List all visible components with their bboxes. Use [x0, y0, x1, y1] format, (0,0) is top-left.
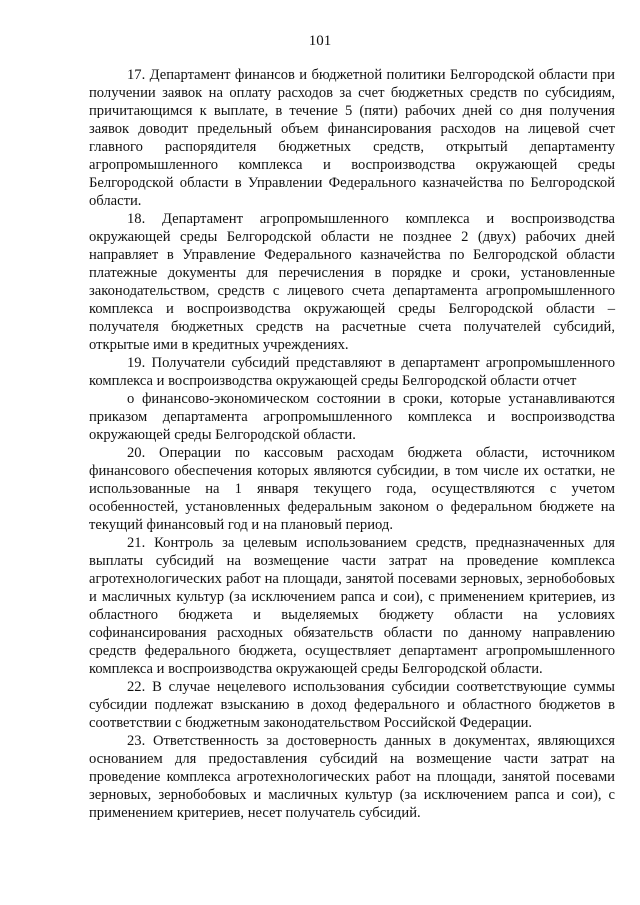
paragraph-20: 20. Операции по кассовым расходам бюджета области, источником финансового обеспечения которых являются субсидии, в том числе их остатки, не использованные на 1 января текущего года, осуществляются с учетом особенностей, установленных федеральным законом о федеральном бюджете на текущий финансовый год и на плановый период. [89, 445, 615, 533]
paragraph-17: 17. Департамент финансов и бюджетной политики Белгородской области при получении заявок на оплату расходов за счет бюджетных средств по субсидиям, причитающимся к выплате, в течение 5 (пяти) рабочих дней со дня получения заявок доводит предельный объем финансирования расходов на лицевой счет главного распорядителя бюджетных средств, открытый департаменту агропромышленного комплекса и воспроизводства окружающей среды Белгородской области в Управлении Федерального казначейства по Белгородской области. [89, 67, 615, 209]
paragraph-19-continuation: о финансово-экономическом состоянии в сроки, которые устанавливаются приказом департамента агропромышленного комплекса и воспроизводства окружающей среды Белгородской области. [89, 391, 615, 443]
paragraph-21: 21. Контроль за целевым использованием средств, предназначенных для выплаты субсидий на возмещение части затрат на проведение комплекса агротехнологических работ на площади, занятой посевами зерновых, зернобобовых и масличных культур (за исключением рапса и сои), с применением критериев, из областного бюджета и выделяемых бюджету области на условиях софинансирования расходных обязательств области по данному направлению средств федерального бюджета, осуществляет департамент агропромышленного комплекса и воспроизводства окружающей среды Белгородской области. [89, 535, 615, 677]
document-body [89, 66, 615, 822]
paragraph-23: 23. Ответственность за достоверность данных в документах, являющихся основанием для предоставления субсидий на возмещение части затрат на проведение комплекса агротехнологических работ на площади, занятой посевами зерновых, зернобобовых и масличных культур (за исключением рапса и сои), с применением критериев, несет получатель субсидий. [89, 733, 615, 821]
paragraph-18: 18. Департамент агропромышленного комплекса и воспроизводства окружающей среды Белгородской области не позднее 2 (двух) рабочих дней направляет в Управление Федерального казначейства по Белгородской области платежные документы для перечисления в порядке и сроки, установленные законодательством, средств с лицевого счета департамента агропромышленного комплекса и воспроизводства окружающей среды Белгородской области – получателя бюджетных средств на расчетные счета получателей субсидий, открытые ими в кредитных учреждениях. [89, 211, 615, 353]
paragraph-19: 19. Получатели субсидий представляют в департамент агропромышленного комплекса и воспроизводства окружающей среды Белгородской области отчет [89, 355, 615, 389]
page-number: 101 [308, 33, 332, 49]
paragraph-22: 22. В случае нецелевого использования субсидии соответствующие суммы субсидии подлежат взысканию в доход федерального и областного бюджетов в соответствии с бюджетным законодательством Российской Федерации. [89, 679, 615, 731]
